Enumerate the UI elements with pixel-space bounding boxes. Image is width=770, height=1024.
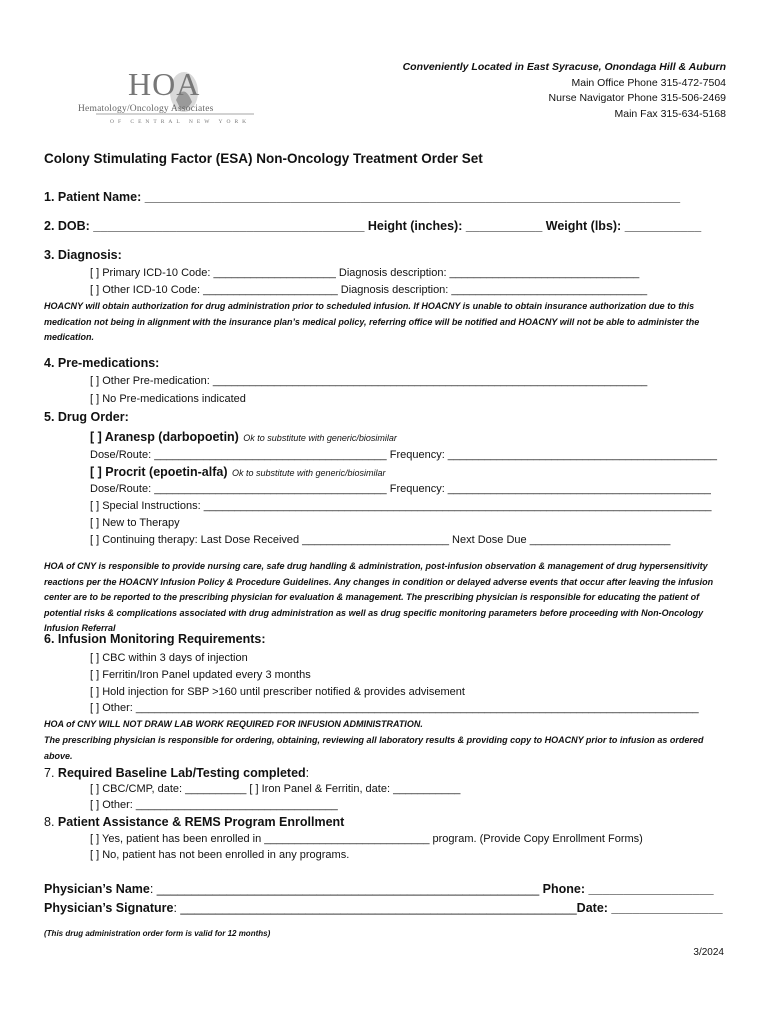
baseline-lab-other-field[interactable]: [ ] Other: _________________________________ bbox=[90, 799, 338, 811]
baseline-lab-label: Required Baseline Lab/Testing completed bbox=[57, 766, 306, 780]
drug-order-heading: 5. Drug Order: bbox=[44, 410, 129, 424]
continuing-therapy-field[interactable]: [ ] Continuing therapy: Last Dose Received ________________________ Next Dose Due _______________________ bbox=[90, 534, 671, 546]
authorization-note: HOACNY will obtain authorization for drug administration prior to scheduled infusion. If HOACNY is unable to obtain insurance authorization due to this medication not being in alignment with the insurance plan’s medical policy, referring office will be notified and HOACNY will not be able to administer the medication. bbox=[44, 301, 700, 342]
responsibility-note: HOA of CNY is responsible to provide nursing care, safe drug handling & administration, post-infusion observation & management of drug hypersensitivity reactions per the HOACNY Infusion Policy & Procedure Guidelines. Any changes in condition or delayed adverse events that occur after leaving the infusion center are to be reported to the prescribing physician for evaluation & management. The prescribing physician is responsible for educating the patient of potential risks & complications associated with drug administration as well as drug specific monitoring parameters before proceeding with Non-Oncology Infusion Referral bbox=[44, 561, 714, 633]
physician-signature-line[interactable]: : _________________________________________________________ bbox=[173, 901, 577, 915]
primary-icd-field[interactable]: [ ] Primary ICD-10 Code: ____________________ Diagnosis description: _______________________________ bbox=[90, 267, 640, 279]
procrit-label: [ ] Procrit (epoetin-alfa) bbox=[90, 465, 228, 479]
procrit-option[interactable] bbox=[90, 463, 386, 481]
hoa-logo bbox=[76, 62, 272, 132]
ferritin-checkbox[interactable]: [ ] Ferritin/Iron Panel updated every 3 months bbox=[90, 669, 311, 681]
baseline-lab-colon: : bbox=[305, 766, 310, 780]
validity-note: (This drug administration order form is valid for 12 months) bbox=[44, 929, 271, 938]
physician-name-label: Physician’s Name bbox=[44, 882, 150, 896]
baseline-lab-dates-field[interactable]: [ ] CBC/CMP, date: __________ [ ] Iron Panel & Ferritin, date: ___________ bbox=[90, 783, 461, 795]
lab-work-note: HOA of CNY WILL NOT DRAW LAB WORK REQUIRED FOR INFUSION ADMINISTRATION. bbox=[44, 719, 423, 729]
patient-assistance-heading bbox=[44, 815, 344, 829]
baseline-lab-heading bbox=[44, 766, 309, 780]
premedications-heading: 4. Pre-medications: bbox=[44, 356, 160, 370]
new-to-therapy-checkbox[interactable]: [ ] New to Therapy bbox=[90, 517, 180, 529]
hold-injection-checkbox[interactable]: [ ] Hold injection for SBP >160 until prescriber notified & provides advisement bbox=[90, 686, 465, 698]
section-7-number: 7. bbox=[44, 766, 55, 780]
special-instructions-field[interactable]: [ ] Special Instructions: ___________________________________________________________________________________ bbox=[90, 500, 712, 512]
main-fax: Main Fax 315-634-5168 bbox=[614, 107, 726, 120]
diagnosis-heading: 3. Diagnosis: bbox=[44, 248, 122, 262]
lab-responsibility-note: The prescribing physician is responsible for ordering, obtaining, reviewing all laboratory results & providing copy to HOACNY prior to infusion as ordered above. bbox=[44, 735, 704, 761]
contact-header bbox=[403, 60, 726, 122]
aranesp-label: [ ] Aranesp (darbopoetin) bbox=[90, 430, 239, 444]
monitoring-other-field[interactable]: [ ] Other: ____________________________________________________________________________________________ bbox=[90, 702, 699, 714]
cbc-checkbox[interactable]: [ ] CBC within 3 days of injection bbox=[90, 652, 248, 664]
logo-name: Hematology/Oncology Associates bbox=[78, 104, 214, 114]
physician-signature-row[interactable] bbox=[44, 901, 723, 915]
aranesp-substitute-note: Ok to substitute with generic/biosimilar bbox=[243, 433, 397, 443]
physician-phone-field[interactable]: Phone: __________________ bbox=[539, 882, 714, 896]
procrit-dose-field[interactable]: Dose/Route: ______________________________________ Frequency: ___________________________________________ bbox=[90, 483, 711, 495]
main-phone: Main Office Phone 315-472-7504 bbox=[571, 76, 726, 89]
nurse-phone: Nurse Navigator Phone 315-506-2469 bbox=[548, 92, 726, 104]
aranesp-dose-field[interactable]: Dose/Route: ______________________________________ Frequency: ____________________________________________ bbox=[90, 449, 717, 461]
patient-name-field[interactable]: 1. Patient Name: _____________________________________________________________________________ bbox=[44, 190, 681, 204]
procrit-substitute-note: Ok to substitute with generic/biosimilar bbox=[231, 468, 386, 478]
logo-letters: HOA bbox=[128, 66, 201, 102]
physician-name-line[interactable]: : _______________________________________________________ bbox=[149, 882, 540, 896]
form-version: 3/2024 bbox=[693, 947, 724, 958]
no-premed-checkbox[interactable]: [ ] No Pre-medications indicated bbox=[90, 393, 246, 405]
physician-signature-label: Physician’s Signature bbox=[44, 901, 174, 915]
aranesp-option[interactable] bbox=[90, 428, 397, 446]
section-8-number: 8. bbox=[44, 815, 55, 829]
infusion-monitoring-heading: 6. Infusion Monitoring Requirements: bbox=[44, 632, 266, 646]
enrolled-yes-field[interactable]: [ ] Yes, patient has been enrolled in ___________________________ program. (Provide Copy Enrollment Forms) bbox=[90, 833, 643, 845]
other-premed-field[interactable]: [ ] Other Pre-medication: _______________________________________________________________________ bbox=[90, 375, 648, 387]
enrolled-no-checkbox[interactable]: [ ] No, patient has not been enrolled in any programs. bbox=[90, 849, 350, 861]
patient-assistance-label: Patient Assistance & REMS Program Enrollment bbox=[57, 815, 345, 829]
logo-tagline: OF CENTRAL NEW YORK bbox=[110, 119, 251, 125]
physician-name-row[interactable] bbox=[44, 882, 714, 896]
locations-line: Conveniently Located in East Syracuse, Onondaga Hill & Auburn bbox=[402, 61, 726, 73]
dob-height-weight-field[interactable]: 2. DOB: _______________________________________ Height (inches): ___________ Weight (lbs): ___________ bbox=[44, 219, 702, 233]
other-icd-field[interactable]: [ ] Other ICD-10 Code: ______________________ Diagnosis description: ________________________________ bbox=[90, 284, 648, 296]
signature-date-field[interactable]: Date: ________________ bbox=[576, 901, 723, 915]
form-title: Colony Stimulating Factor (ESA) Non-Oncology Treatment Order Set bbox=[44, 151, 483, 166]
